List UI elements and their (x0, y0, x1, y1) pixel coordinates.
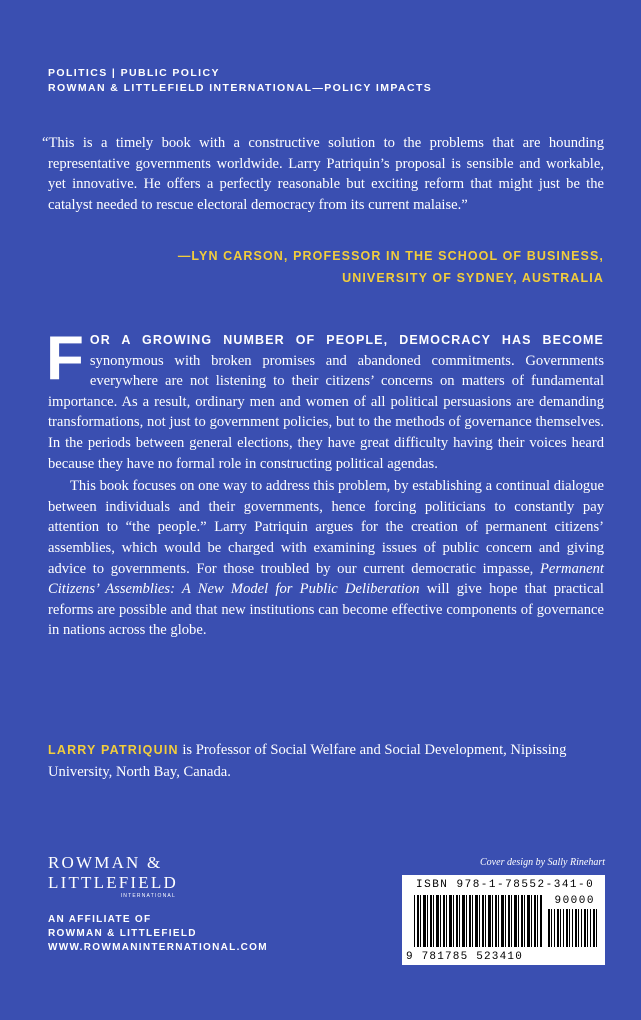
cover-credit: Cover design by Sally Rinehart (480, 857, 605, 868)
attribution-line-1: —LYN CARSON, PROFESSOR IN THE SCHOOL OF BUSINESS, (177, 249, 604, 263)
logo-line-1: ROWMAN & (48, 853, 163, 872)
paragraph-2-end: will give hope that practical reforms are possible and that new institutions can become effective components of governance in nations across the globe. (48, 581, 604, 639)
category-subjects: POLITICS | PUBLIC POLICY (48, 67, 220, 79)
endorsement-quote: “This is a timely book with a constructive solution to the problems that are hounding representative governments worldwide. Larry Patriquin’s proposal is sensible and workable, yet innovative. He offers a perfectly reasonable but exciting reform that might just be the catalyst needed to rescue electoral democracy from its current malaise.” (42, 135, 604, 213)
endorsement-attribution (178, 245, 604, 289)
publisher-affiliate (48, 913, 268, 955)
author-bio-text: is Professor of Social Welfare and Social Development, Nipissing University, North Bay, Canada. (48, 742, 567, 780)
lead-in-text: OR A GROWING NUMBER OF PEOPLE, DEMOCRACY HAS BECOME (89, 333, 604, 347)
logo-line-3: INTERNATIONAL (120, 893, 176, 899)
isbn-text: ISBN 978-1-78552-341-0 (416, 879, 595, 891)
author-bio (48, 739, 604, 783)
price-barcode-bars (548, 909, 598, 947)
book-title: Permanent Citizens’ Assemblies: A New Model for Public Deliberation (48, 560, 604, 598)
attribution-line-2: UNIVERSITY OF SYDNEY, AUSTRALIA (342, 271, 604, 285)
publisher-logo (48, 853, 178, 899)
affiliate-line-2: ROWMAN & LITTLEFIELD (48, 928, 197, 939)
ean-number: 9 781785 523410 (406, 951, 524, 963)
author-name: LARRY PATRIQUIN (48, 743, 179, 757)
isbn-barcode (402, 875, 605, 965)
description-paragraph-1 (46, 324, 604, 474)
paragraph-2-text: This book focuses on one way to address this problem, by establishing a continual dialogue between individuals and their governments, hence forcing politicians to constantly pay attention to “the people.” Larry Patriquin argues for the creation of permanent citizens’ assemblies, which would be charged with examining issues of public concern and giving advice to governments. For those troubled by our current democratic impasse, (48, 478, 604, 577)
price-code: 90000 (554, 895, 595, 907)
paragraph-1-text: synonymous with broken promises and abandoned commitments. Governments everywhere are not listening to their citizens’ concerns on matters of fundamental importance. As a result, ordinary men and women of all political persuasions are demanding transformations, not just to government policies, but to the methods of governance themselves. In the periods between general elections, they have great difficulty having their voices heard because they have no formal role in constructing political agendas. (48, 352, 604, 472)
ean-barcode-bars (414, 895, 542, 947)
description-paragraph-2 (48, 476, 604, 641)
drop-cap: F (46, 324, 84, 393)
logo-line-2: LITTLEFIELD (48, 873, 178, 892)
category-line (48, 66, 432, 96)
book-description (46, 324, 604, 641)
affiliate-line-1: AN AFFILIATE OF (48, 914, 152, 925)
series-name: ROWMAN & LITTLEFIELD INTERNATIONAL—POLICY IMPACTS (48, 82, 433, 94)
publisher-url: WWW.ROWMANINTERNATIONAL.COM (48, 942, 268, 953)
